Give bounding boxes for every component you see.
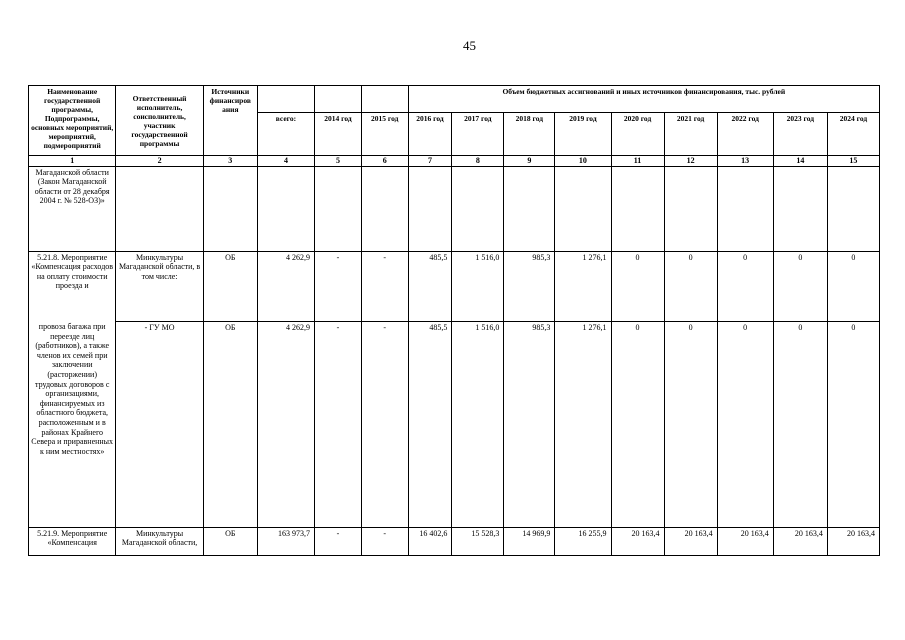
row-value: 15 528,3 xyxy=(452,527,504,555)
header-year: 2014 год xyxy=(315,113,362,156)
row-value: - xyxy=(361,321,408,527)
row-total: 163 973,7 xyxy=(257,527,314,555)
header-row-1 xyxy=(29,86,880,113)
header-year: 2023 год xyxy=(773,113,827,156)
row-value xyxy=(773,166,827,251)
row-executor: Минкультуры Магаданской области, xyxy=(116,527,203,555)
header-year: 2016 год xyxy=(408,113,452,156)
row-value xyxy=(452,166,504,251)
column-number: 4 xyxy=(257,156,314,167)
row-value xyxy=(827,166,879,251)
row-source: ОБ xyxy=(203,527,257,555)
column-number: 5 xyxy=(315,156,362,167)
row-value: 14 969,9 xyxy=(504,527,555,555)
row-value: 0 xyxy=(664,251,717,321)
row-source xyxy=(203,166,257,251)
header-blank-2014 xyxy=(315,86,362,113)
column-number: 7 xyxy=(408,156,452,167)
row-value: - xyxy=(315,321,362,527)
column-number: 6 xyxy=(361,156,408,167)
row-value: 985,3 xyxy=(504,321,555,527)
column-number: 13 xyxy=(717,156,773,167)
column-number: 15 xyxy=(827,156,879,167)
row-value: 20 163,4 xyxy=(827,527,879,555)
header-year: 2015 год xyxy=(361,113,408,156)
row-source: ОБ xyxy=(203,321,257,527)
row-value: - xyxy=(315,251,362,321)
row-value xyxy=(555,166,611,251)
row-value: 1 276,1 xyxy=(555,251,611,321)
row-value: 1 516,0 xyxy=(452,251,504,321)
column-number: 8 xyxy=(452,156,504,167)
header-year: 2021 год xyxy=(664,113,717,156)
row-value: 0 xyxy=(773,321,827,527)
row-value: 0 xyxy=(717,321,773,527)
row-value: 0 xyxy=(827,321,879,527)
row-value xyxy=(664,166,717,251)
header-year: 2018 год xyxy=(504,113,555,156)
table-row xyxy=(29,251,880,321)
table-row xyxy=(29,527,880,555)
column-number: 14 xyxy=(773,156,827,167)
row-value xyxy=(361,166,408,251)
row-value: 20 163,4 xyxy=(611,527,664,555)
row-value: 0 xyxy=(827,251,879,321)
column-number: 12 xyxy=(664,156,717,167)
table-row xyxy=(29,166,880,251)
row-value: 20 163,4 xyxy=(717,527,773,555)
header-blank-2015 xyxy=(361,86,408,113)
row-value: 20 163,4 xyxy=(773,527,827,555)
row-executor xyxy=(116,166,203,251)
page-number: 45 xyxy=(463,38,476,53)
budget-table xyxy=(28,85,880,556)
row-value: 0 xyxy=(611,251,664,321)
row-value: 16 255,9 xyxy=(555,527,611,555)
column-number: 3 xyxy=(203,156,257,167)
header-year: 2022 год xyxy=(717,113,773,156)
column-number: 11 xyxy=(611,156,664,167)
row-name: 5.21.9. Мероприятие «Компенсация xyxy=(29,527,116,555)
column-number: 2 xyxy=(116,156,203,167)
row-value: 985,3 xyxy=(504,251,555,321)
column-number: 9 xyxy=(504,156,555,167)
header-sources: Источники финансиров ания xyxy=(203,86,257,156)
header-executor: Ответственный исполнитель, соисполнитель, участник государственной программы xyxy=(116,86,203,156)
row-executor: - ГУ МО xyxy=(116,321,203,527)
row-value: 20 163,4 xyxy=(664,527,717,555)
row-value: - xyxy=(361,527,408,555)
row-executor: Минкультуры Магаданской области, в том числе: xyxy=(116,251,203,321)
column-number: 10 xyxy=(555,156,611,167)
column-number: 1 xyxy=(29,156,116,167)
header-blank-total xyxy=(257,86,314,113)
row-value: 485,5 xyxy=(408,251,452,321)
table-row xyxy=(29,321,880,527)
header-year: 2019 год xyxy=(555,113,611,156)
row-value: 0 xyxy=(611,321,664,527)
row-value: 16 402,6 xyxy=(408,527,452,555)
row-value xyxy=(611,166,664,251)
row-value: 1 276,1 xyxy=(555,321,611,527)
column-number-row xyxy=(29,156,880,167)
row-value: 0 xyxy=(664,321,717,527)
header-year: 2024 год xyxy=(827,113,879,156)
row-source: ОБ xyxy=(203,251,257,321)
row-value: 485,5 xyxy=(408,321,452,527)
row-value: - xyxy=(315,527,362,555)
row-name: Магаданской области (Закон Магаданской области от 28 декабря 2004 г. № 528-ОЗ)» xyxy=(29,166,116,251)
row-value: 0 xyxy=(717,251,773,321)
row-value xyxy=(504,166,555,251)
row-value xyxy=(717,166,773,251)
row-value: - xyxy=(361,251,408,321)
header-year: 2017 год xyxy=(452,113,504,156)
row-value xyxy=(315,166,362,251)
row-name: 5.21.8. Мероприятие «Компенсация расходов на оплату стоимости проезда и xyxy=(29,251,116,321)
header-year: 2020 год xyxy=(611,113,664,156)
row-total: 4 262,9 xyxy=(257,321,314,527)
row-total xyxy=(257,166,314,251)
row-value: 0 xyxy=(773,251,827,321)
header-total: всего: xyxy=(257,113,314,156)
row-total: 4 262,9 xyxy=(257,251,314,321)
row-value xyxy=(408,166,452,251)
header-name: Наименование государственной программы, Подпрограммы, основных мероприятий, мероприятий, подмероприятий xyxy=(29,86,116,156)
row-value: 1 516,0 xyxy=(452,321,504,527)
row-name: провоза багажа при переезде лиц (работников), а также членов их семей при заключении (расторжении) трудовых договоров с организациями, финансируемых из областного бюджета, расположенным и в районах Крайнего Севера и приравненных к ним местностях» xyxy=(29,321,116,527)
header-volume: Объем бюджетных ассигнований и иных источников финансирования, тыс. рублей xyxy=(408,86,879,113)
